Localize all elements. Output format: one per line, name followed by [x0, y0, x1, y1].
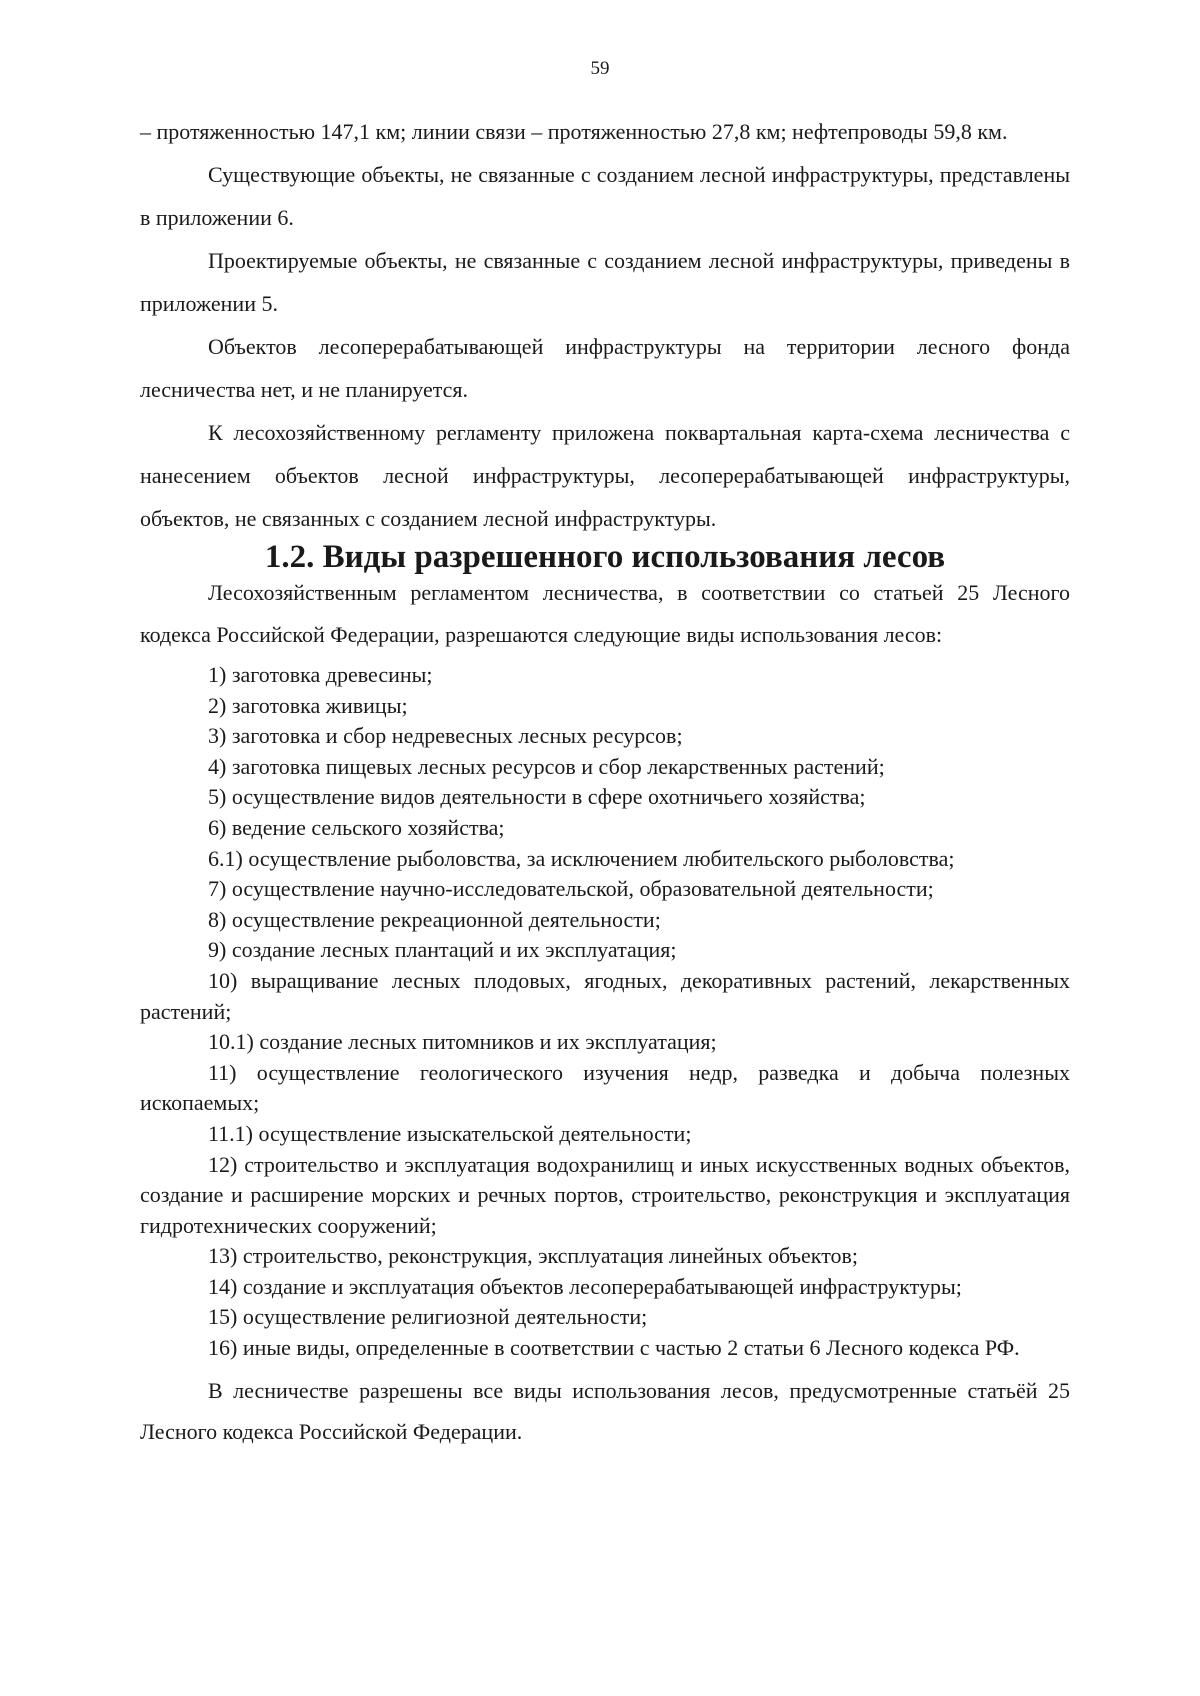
paragraph-planned-objects: Проектируемые объекты, не связанные с созданием лесной инфраструктуры, приведены в приложении 5. — [140, 248, 1070, 316]
list-item: 1) заготовка древесины; — [208, 662, 433, 687]
closing-paragraph: В лесничестве разрешены все виды использования лесов, предусмотренные статьёй 25 Лесного кодекса Российской Федерации. — [140, 1377, 1070, 1444]
page-number: 59 — [590, 58, 610, 79]
list-item: 10) выращивание лесных плодовых, ягодных, декоративных растений, лекарственных растений; — [140, 967, 1070, 1024]
paragraph-existing-objects: Существующие объекты, не связанные с созданием лесной инфраструктуры, представлены в приложении 6. — [140, 162, 1070, 230]
list-item: 15) осуществление религиозной деятельности; — [208, 1304, 648, 1330]
paragraph-processing-infrastructure: Объектов лесоперерабатывающей инфраструктуры на территории лесного фонда лесничества нет, и не планируется. — [140, 334, 1070, 402]
list-item: 8) осуществление рекреационной деятельности; — [208, 906, 661, 932]
list-item: 2) заготовка живицы; — [208, 692, 408, 718]
list-item: 14) создание и эксплуатация объектов лесоперерабатывающей инфраструктуры; — [208, 1273, 962, 1299]
list-item: 10.1) создание лесных питомников и их эксплуатация; — [208, 1029, 717, 1055]
list-item: 5) осуществление видов деятельности в сфере охотничьего хозяйства; — [208, 784, 866, 810]
permitted-uses-list — [140, 660, 1070, 1364]
list-item: 13) строительство, реконструкция, эксплуатация линейных объектов; — [208, 1243, 859, 1269]
list-item: 11) осуществление геологического изучения недр, разведка и добыча полезных ископаемых; — [140, 1059, 1070, 1116]
list-item: 9) создание лесных плантаций и их эксплуатация; — [208, 937, 677, 963]
document-body — [140, 110, 1070, 1452]
list-item: 7) осуществление научно-исследовательской, образовательной деятельности; — [208, 876, 934, 902]
list-item: 3) заготовка и сбор недревесных лесных ресурсов; — [208, 723, 683, 749]
section-intro: Лесохозяйственным регламентом лесничества, в соответствии со статьей 25 Лесного кодекса Российской Федерации, разрешаются следующие виды использования лесов: — [140, 580, 1070, 647]
list-item: 6.1) осуществление рыболовства, за исключением любительского рыболовства; — [208, 845, 955, 871]
list-item: 12) строительство и эксплуатация водохранилищ и иных искусственных водных объектов, создание и расширение морских и речных портов, строительство, реконструкция и эксплуатация гидротехнических сооружений; — [140, 1151, 1070, 1238]
list-item: 11.1) осуществление изыскательской деятельности; — [208, 1120, 692, 1146]
paragraph-continuation: – протяженностью 147,1 км; линии связи – протяженностью 27,8 км; нефтепроводы 59,8 км. — [140, 119, 1008, 144]
paragraph-map-scheme: К лесохозяйственному регламенту приложена поквартальная карта-схема лесничества с нанесением объектов лесной инфраструктуры, лесоперерабатывающей инфраструктуры, объектов, не связанных с созданием лесной инфраструктуры. — [140, 420, 1070, 531]
section-heading: 1.2. Виды разрешенного использования лесов — [264, 539, 946, 575]
list-item: 6) ведение сельского хозяйства; — [208, 814, 505, 840]
list-item: 4) заготовка пищевых лесных ресурсов и сбор лекарственных растений; — [208, 753, 885, 779]
list-item: 16) иные виды, определенные в соответствии с частью 2 статьи 6 Лесного кодекса РФ. — [208, 1335, 1020, 1361]
